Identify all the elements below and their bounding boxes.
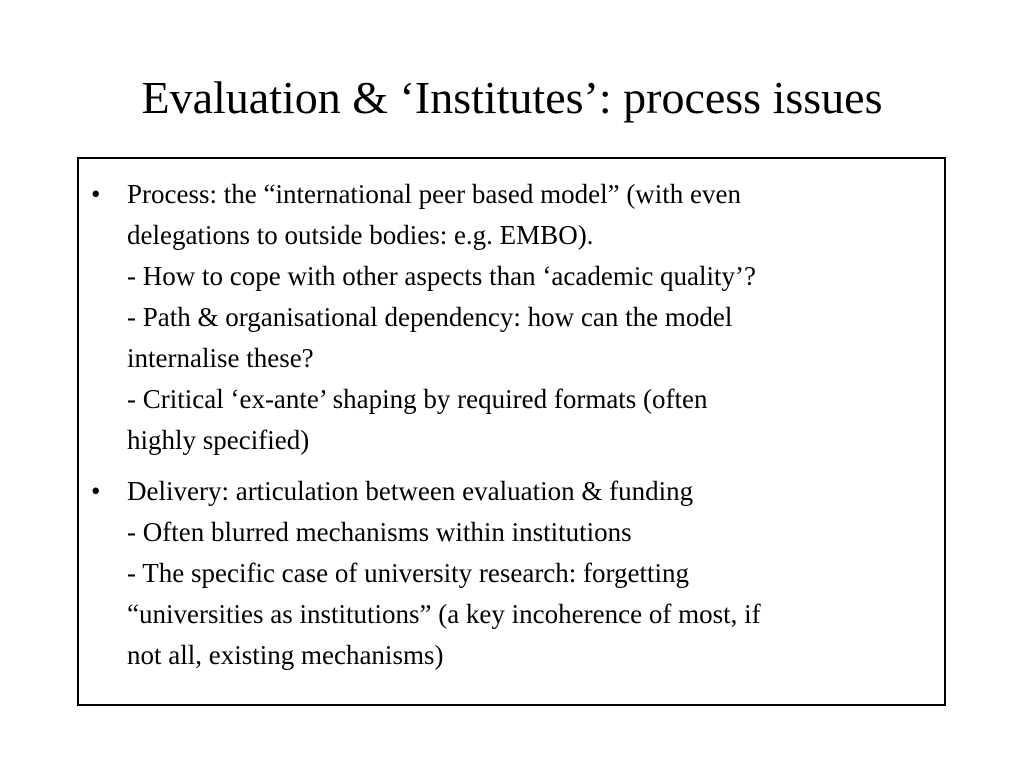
bullet-line: Process: the “international peer based model” (with even bbox=[127, 179, 742, 209]
content-box bbox=[77, 157, 946, 706]
bullet-line: - The specific case of university research: forgetting bbox=[127, 558, 690, 588]
bullet-item-delivery bbox=[88, 471, 938, 676]
bullet-item-process bbox=[88, 174, 938, 461]
bullet-line: delegations to outside bodies: e.g. EMBO). bbox=[127, 220, 594, 250]
bullet-line: “universities as institutions” (a key incoherence of most, if bbox=[127, 599, 761, 629]
bullet-icon: • bbox=[91, 179, 101, 209]
bullet-line: - Often blurred mechanisms within institutions bbox=[127, 517, 632, 547]
bullet-line: not all, existing mechanisms) bbox=[127, 640, 444, 670]
bullet-line: highly specified) bbox=[127, 425, 310, 455]
bullet-line: - How to cope with other aspects than ‘academic quality’? bbox=[127, 261, 757, 291]
bullet-line: - Critical ‘ex-ante’ shaping by required formats (often bbox=[127, 384, 708, 414]
bullet-list bbox=[88, 174, 938, 686]
bullet-line: Delivery: articulation between evaluation & funding bbox=[127, 476, 694, 506]
bullet-line: - Path & organisational dependency: how can the model bbox=[127, 302, 733, 332]
bullet-line: internalise these? bbox=[127, 343, 314, 373]
bullet-icon: • bbox=[91, 476, 101, 506]
slide-title: Evaluation & ‘Institutes’: process issues bbox=[141, 72, 883, 123]
